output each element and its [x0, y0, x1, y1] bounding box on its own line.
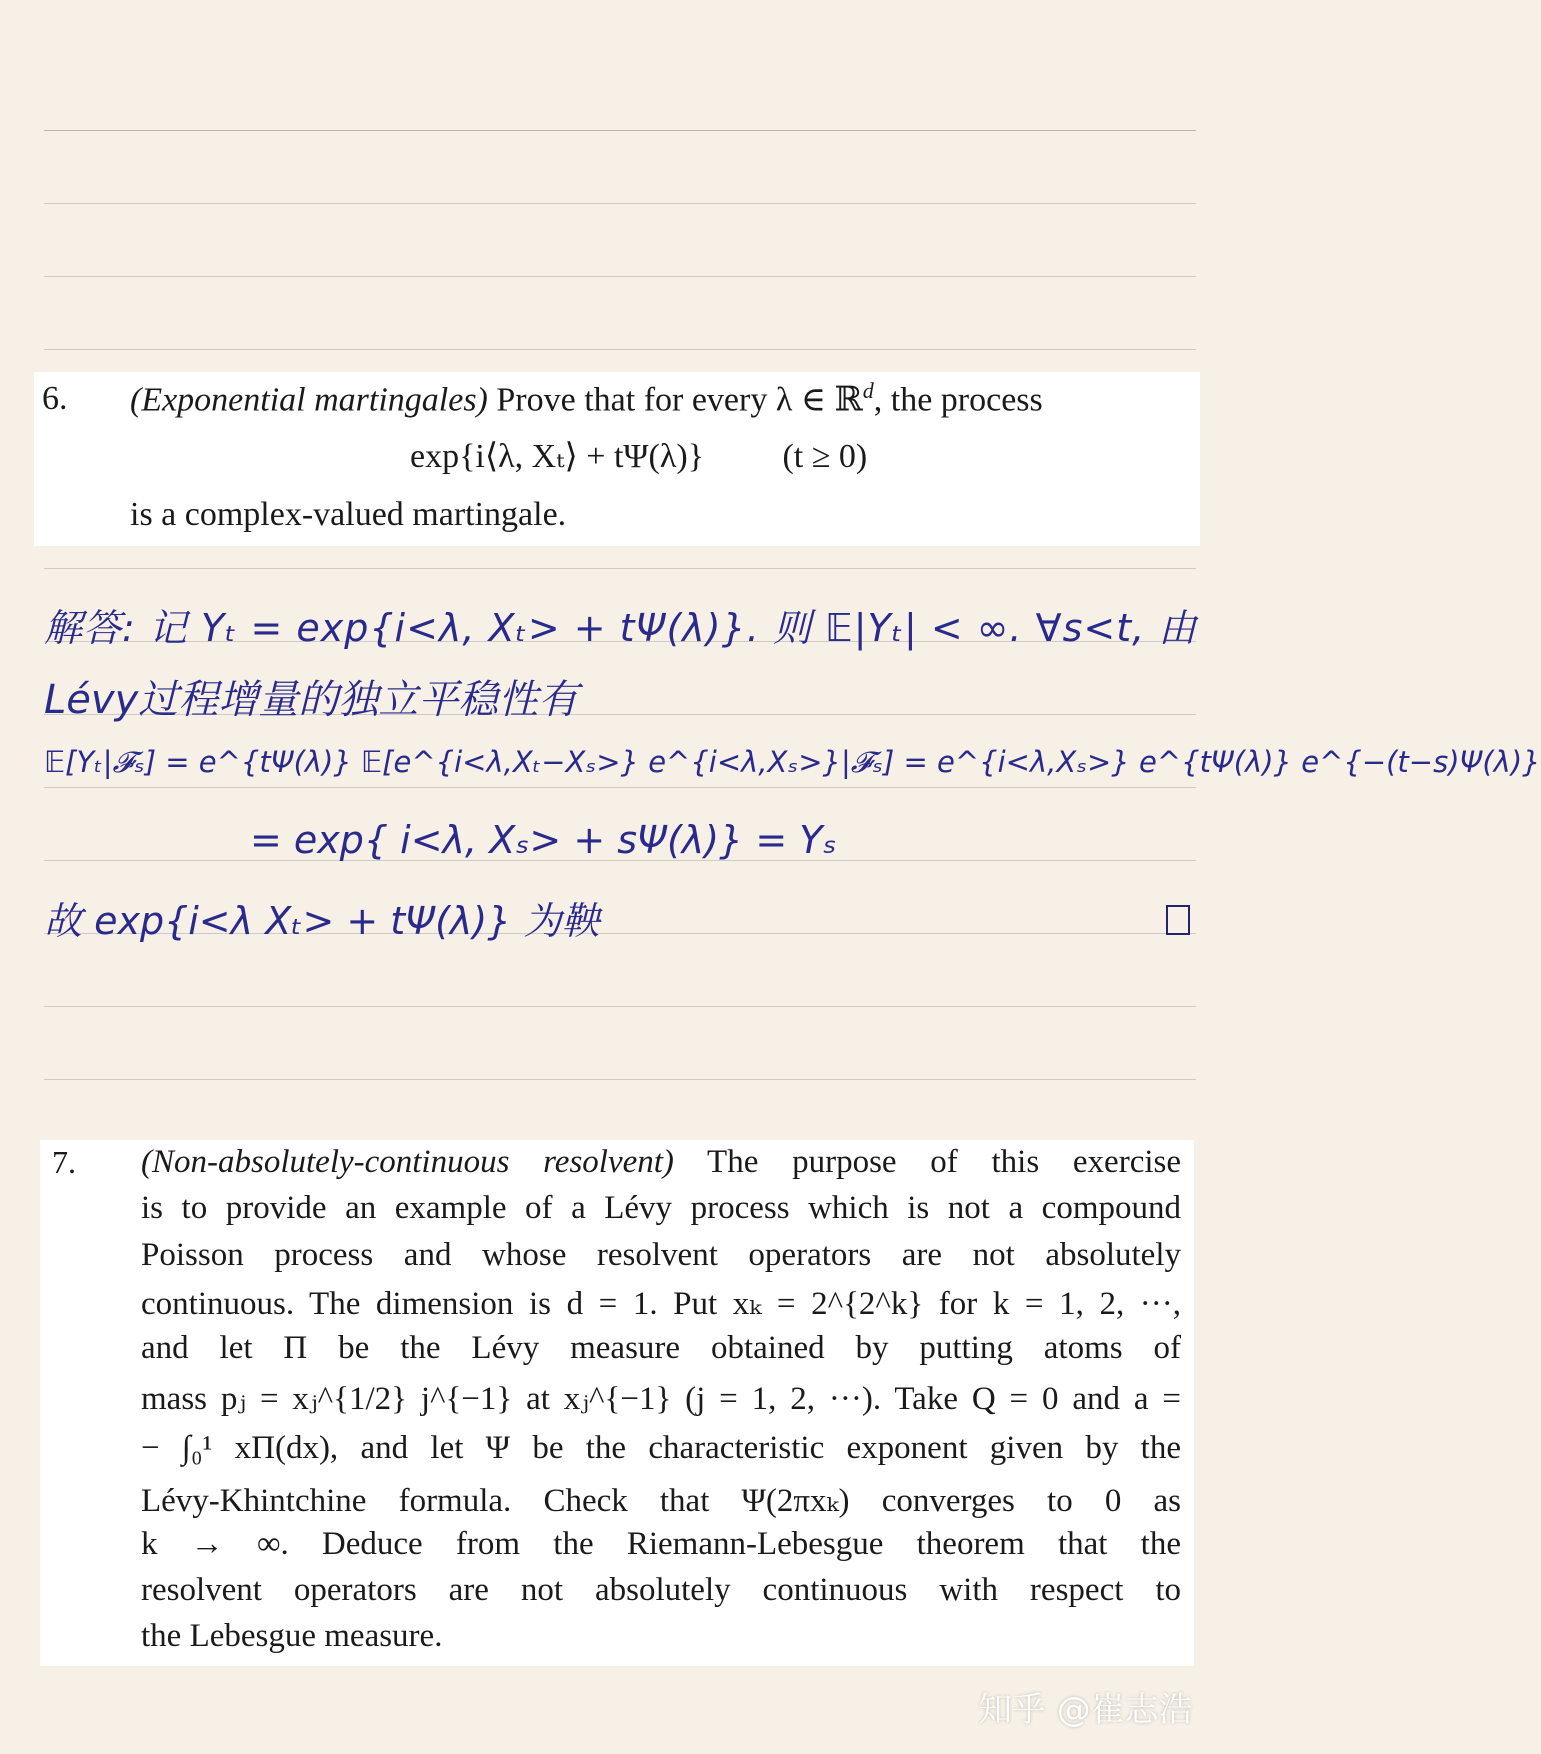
notebook-rule	[44, 568, 1196, 569]
superscript: d	[862, 378, 874, 403]
qed-symbol	[1166, 905, 1190, 935]
problem-statement-line: is to provide an example of a Lévy process which is not a compound	[141, 1190, 1181, 1226]
problem-number: 7.	[52, 1144, 76, 1180]
solution-line: 𝔼[Yₜ|𝓕ₛ] = e^{tΨ(λ)} 𝔼[e^{i<λ,Xₜ−Xₛ>} e^{i<λ,Xₛ>}|𝓕ₛ] = e^{i<λ,Xₛ>} e^{tΨ(λ)} e^{−(t−s)Ψ(λ)}	[44, 745, 1541, 779]
problem-statement-line: k → ∞. Deduce from the Riemann-Lebesgue theorem that the	[141, 1526, 1181, 1562]
problem-statement-line: Lévy-Khintchine formula. Check that Ψ(2πxₖ) converges to 0 as	[141, 1483, 1181, 1519]
formula-condition: (t ≥ 0)	[782, 438, 868, 475]
problem-number: 6.	[42, 380, 68, 417]
problem-statement-line: resolvent operators are not absolutely continuous with respect to	[141, 1572, 1181, 1608]
solution-line: = exp{ i<λ, Xₛ> + sΨ(λ)} = Yₛ	[250, 818, 837, 862]
problem-statement-line: continuous. The dimension is d = 1. Put xₖ = 2^{2^k} for k = 1, 2, ···,	[141, 1286, 1181, 1322]
notebook-rule	[44, 203, 1196, 204]
display-formula	[410, 436, 867, 476]
watermark: 知乎 @崔志浩	[978, 1690, 1193, 1730]
problem-statement-line	[130, 378, 1195, 419]
statement-text: Prove that for every λ ∈ ℝ	[496, 381, 863, 419]
solution-line: Lévy过程增量的独立平稳性有	[44, 677, 579, 723]
problem-statement-line: is a complex-valued martingale.	[130, 496, 567, 533]
problem-statement-line: the Lebesgue measure.	[141, 1618, 443, 1654]
notebook-rule	[44, 1006, 1196, 1007]
notebook-rule	[44, 349, 1196, 350]
problem-7-box	[40, 1140, 1194, 1666]
statement-text: , the process	[873, 381, 1043, 419]
statement-text: The purpose of this exercise	[707, 1144, 1181, 1180]
problem-statement-line	[141, 1144, 1181, 1181]
notebook-rule	[44, 787, 1196, 788]
notebook-rule	[44, 276, 1196, 277]
notebook-rule	[44, 130, 1196, 131]
solution-line: 故 exp{i<λ Xₜ> + tΨ(λ)} 为鞅	[44, 899, 600, 943]
problem-statement-line: and let Π be the Lévy measure obtained by putting atoms of	[141, 1330, 1181, 1366]
notebook-rule	[44, 1079, 1196, 1080]
problem-statement-line: Poisson process and whose resolvent operators are not absolutely	[141, 1237, 1181, 1273]
problem-statement-line: mass pⱼ = xⱼ^{1/2} j^{−1} at xⱼ^{−1} (j = 1, 2, ···). Take Q = 0 and a =	[141, 1381, 1181, 1417]
solution-line: 解答: 记 Yₜ = exp{i<λ, Xₜ> + tΨ(λ)}. 则 𝔼|Yₜ| < ∞. ∀s<t, 由	[44, 606, 1198, 650]
problem-title: (Non-absolutely-continuous resolvent)	[141, 1144, 674, 1180]
problem-statement-line: − ∫₀¹ xΠ(dx), and let Ψ be the characteristic exponent given by the	[141, 1430, 1181, 1466]
problem-6-box	[34, 372, 1200, 546]
formula: exp{i⟨λ, Xₜ⟩ + tΨ(λ)}	[410, 438, 704, 475]
problem-title: (Exponential martingales)	[130, 381, 488, 419]
